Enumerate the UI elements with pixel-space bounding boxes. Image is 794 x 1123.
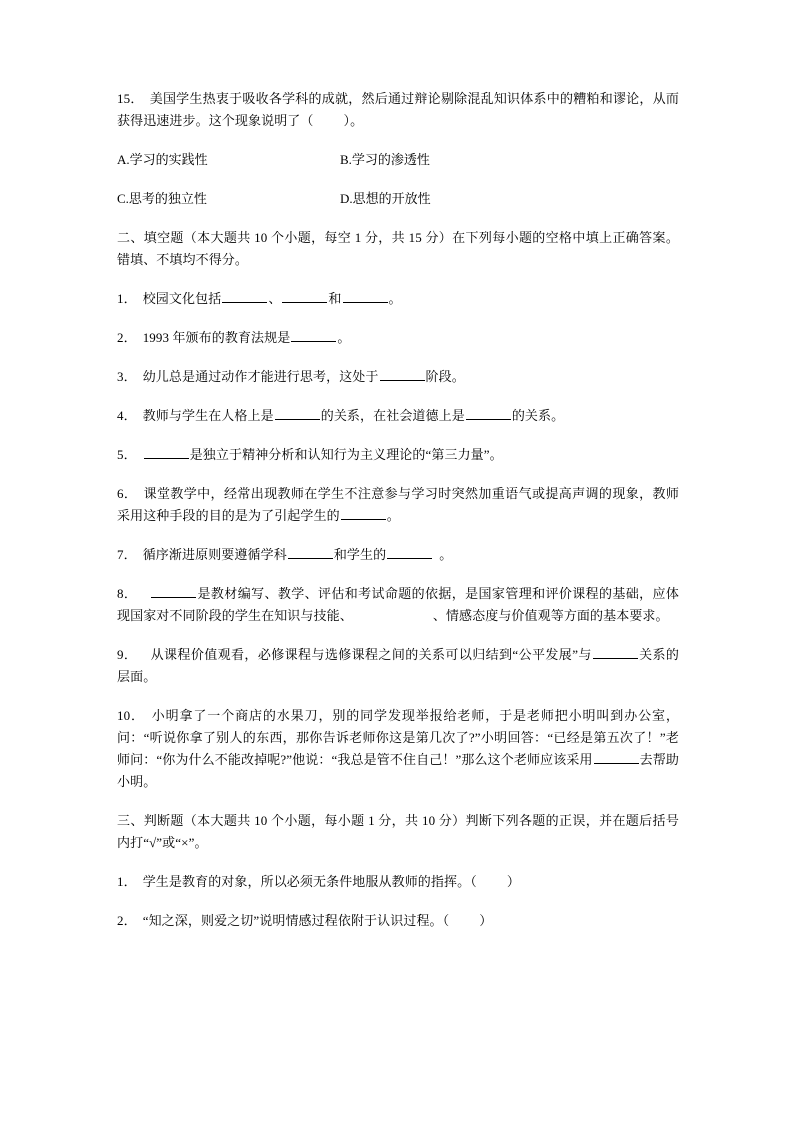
judgment-item-1-text-end: ） [506, 874, 520, 889]
fill-item-3-seg2: 阶段。 [425, 369, 465, 384]
answer-blank[interactable] [380, 367, 425, 381]
fill-item-1 [117, 288, 679, 310]
fill-item-6-number: 6． [117, 486, 138, 501]
section-3-heading-line2: 后括号内打“√”或“×”。 [117, 813, 679, 850]
fill-item-7 [117, 544, 679, 566]
answer-blank[interactable] [291, 328, 336, 342]
judgment-item-2-number: 2． [117, 913, 137, 928]
option-b[interactable]: B.学习的渗透性 [340, 152, 430, 167]
option-a[interactable]: A.学习的实践性 [117, 152, 208, 167]
fill-item-2-number: 2． [117, 330, 137, 345]
section-2-heading-line1: 二、填空题（本大题共 10 个小题，每空 1 分，共 15 分）在下列每小题的空格中填上正确 [117, 230, 640, 245]
answer-blank[interactable] [466, 406, 511, 420]
judgment-item-2 [117, 910, 679, 932]
fill-item-10-number: 10． [117, 708, 145, 723]
answer-blank[interactable] [343, 289, 388, 303]
fill-item-1-seg3: 和 [328, 291, 342, 306]
fill-item-2 [117, 327, 679, 349]
fill-item-7-seg3: 。 [439, 547, 453, 562]
fill-item-6-seg1: 课堂教学中，经常出现教师在学生不注意参与学习时突然加重语气或提高声调的现象，教师采用这种手段的目的是为了引起学生的 [117, 486, 679, 523]
fill-item-10 [117, 705, 679, 793]
answer-blank[interactable] [341, 506, 386, 520]
fill-item-2-seg2: 。 [337, 330, 351, 345]
section-3-heading-line1: 三、判断题（本大题共 10 个小题，每小题 1 分，共 10 分）判断下列各题的正误，并在题 [117, 813, 640, 828]
answer-blank[interactable] [282, 289, 327, 303]
judgment-item-1-text: 学生是教育的对象，所以必须无条件地服从教师的指挥。（ [142, 874, 477, 889]
judgment-item-1 [117, 871, 679, 893]
fill-item-5-seg2: 是独立于精神分析和认知行为主义理论的“第三力量”。 [189, 447, 503, 462]
fill-item-7-number: 7． [117, 547, 137, 562]
fill-item-8-number: 8． [117, 586, 138, 601]
fill-item-9 [117, 644, 679, 688]
answer-blank[interactable] [144, 445, 189, 459]
fill-item-3-number: 3． [117, 369, 137, 384]
fill-item-10-seg1: 小明拿了一个商店的水果刀，别的同学发现举报给老师，于是老师把小明叫到办公室，问：“听说你拿了别人的东西，那你告诉老师你这是第几次了?”小明回答：“已经是第五次了！”老师问：“你为什么不能改掉呢?”他说：“我总是管不住自己！”那么这个老师应该采用 [117, 708, 679, 767]
judgment-item-1-number: 1． [117, 874, 137, 889]
fill-item-1-number: 1． [117, 291, 137, 306]
question-15-options-row-1 [117, 149, 679, 171]
section-3-heading [117, 810, 679, 854]
fill-item-5-number: 5． [117, 447, 137, 462]
fill-item-6 [117, 483, 679, 527]
fill-item-4-seg3: 的关系。 [511, 408, 565, 423]
fill-item-3-seg1: 幼儿总是通过动作才能进行思考，这处于 [142, 369, 379, 384]
fill-item-4 [117, 405, 679, 427]
fill-item-4-seg2: 的关系，在社会道德上是 [320, 408, 465, 423]
fill-item-7-seg1: 循序渐进原则要遵循学科 [142, 547, 287, 562]
answer-blank[interactable] [151, 584, 196, 598]
fill-item-1-seg4: 。 [388, 291, 402, 306]
fill-item-4-seg1: 教师与学生在人格上是 [142, 408, 274, 423]
answer-blank[interactable] [222, 289, 267, 303]
question-15-options-row-2 [117, 188, 679, 210]
judgment-item-2-text: “知之深，则爱之切”说明情感过程依附于认识过程。（ [142, 913, 450, 928]
answer-blank[interactable] [593, 645, 638, 659]
fill-item-9-number: 9． [117, 647, 138, 662]
section-2-heading-line2: 答案。错填、不填均不得分。 [117, 230, 679, 267]
fill-item-6-seg2: 。 [386, 508, 400, 523]
exam-page-content [117, 88, 679, 949]
fill-item-1-seg1: 校园文化包括 [142, 291, 222, 306]
fill-item-8-seg2: 是教材编写、教学、评估和考试命题的依据，是国家管理和评价课程的基础，应体现国家对不同阶段的学生在知识与技能、 [117, 586, 679, 623]
fill-item-9-seg2: 关系的层面。 [117, 647, 679, 684]
judgment-item-2-text-end: ） [479, 913, 493, 928]
question-15-stem [117, 88, 679, 132]
fill-item-7-seg2: 和学生的 [333, 547, 387, 562]
fill-item-9-seg1: 从课程价值观看，必修课程与选修课程之间的关系可以归结到“公平发展”与 [150, 647, 592, 662]
fill-item-8 [117, 583, 679, 627]
question-15-text: 美国学生热衷于吸收各学科的成就，然后通过辩论剔除混乱知识体系中的糟粕和谬论， [149, 91, 653, 106]
fill-item-2-seg1: 1993 年颁布的教育法规是 [142, 330, 291, 345]
fill-item-8-seg3: 、情感态度与价值观等方面的基本要求。 [432, 608, 669, 623]
fill-item-1-seg2: 、 [268, 291, 282, 306]
option-c[interactable]: C.思考的独立性 [117, 191, 207, 206]
question-15-text-cont: 从而获得迅速进步。这个现象说明了（ [117, 91, 679, 128]
section-2-heading [117, 227, 679, 271]
question-15-number: 15． [117, 91, 144, 106]
option-d[interactable]: D.思想的开放性 [340, 191, 431, 206]
question-15-text-end: ）。 [343, 113, 364, 128]
fill-item-10-seg2: 去帮助小明。 [117, 752, 679, 789]
answer-blank[interactable] [387, 545, 432, 559]
answer-blank[interactable] [275, 406, 320, 420]
fill-item-5 [117, 444, 679, 466]
answer-blank[interactable] [594, 750, 639, 764]
answer-blank[interactable] [288, 545, 333, 559]
fill-item-3 [117, 366, 679, 388]
fill-item-4-number: 4． [117, 408, 137, 423]
